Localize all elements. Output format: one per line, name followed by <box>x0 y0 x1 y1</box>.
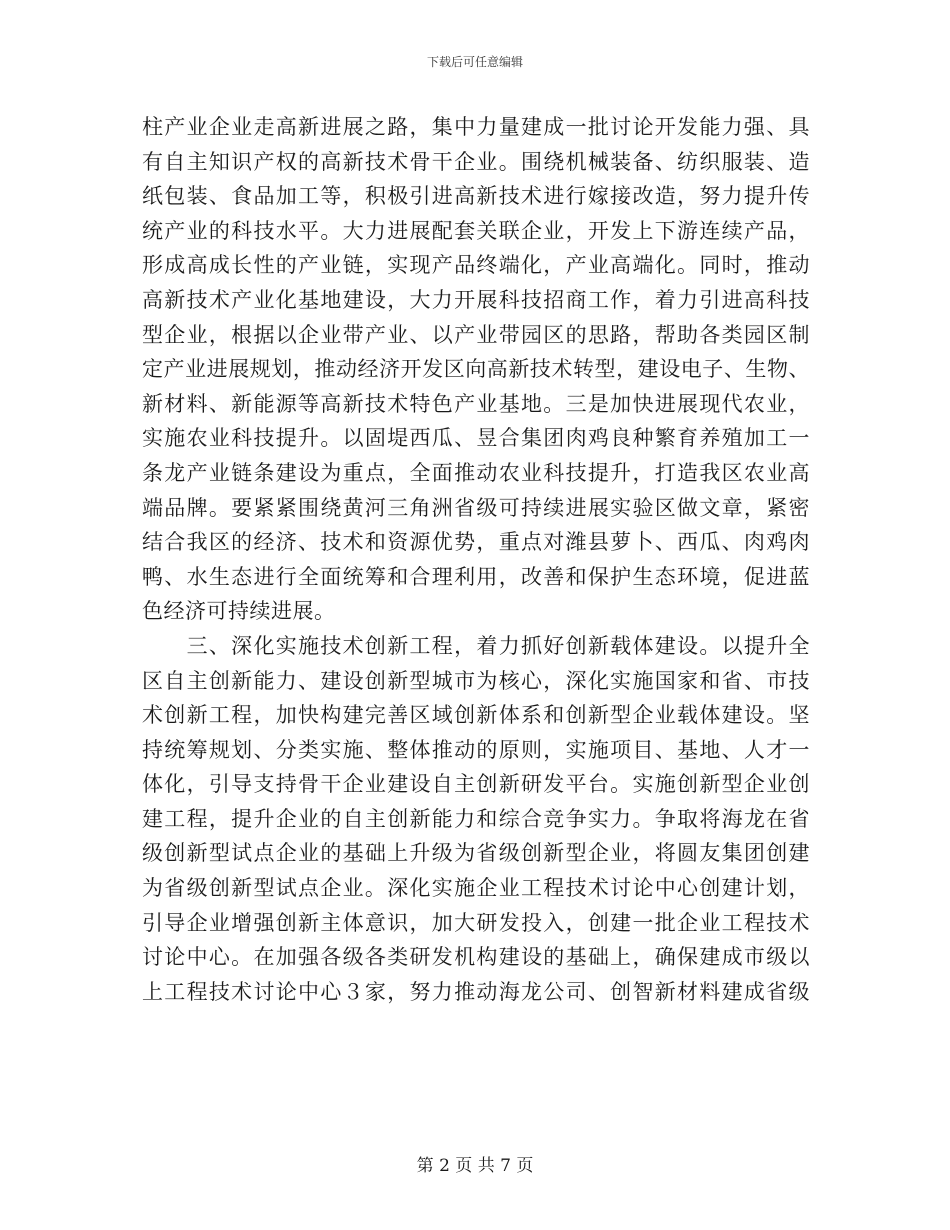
text-line: 上工程技术讨论中心３家，努力推动海龙公司、创智新材料建成省级 <box>142 979 810 1004</box>
text-line: 级创新型试点企业的基础上升级为省级创新型企业，将圆友集团创建 <box>142 841 810 866</box>
text-line: 讨论中心。在加强各级各类研发机构建设的基础上，确保建成市级以 <box>142 945 810 970</box>
text-line: 定产业进展规划，推动经济开发区向高新技术转型，建设电子、生物、 <box>142 357 810 382</box>
text-line: 端品牌。要紧紧围绕黄河三角洲省级可持续进展实验区做文章，紧密 <box>142 495 810 520</box>
text-line: 持统筹规划、分类实施、整体推动的原则，实施项目、基地、人才一 <box>142 737 810 762</box>
document-body <box>142 110 810 1009</box>
text-line: 实施农业科技提升。以固堤西瓜、昱合集团肉鸡良种繁育养殖加工一 <box>142 426 810 451</box>
text-line: 为省级创新型试点企业。深化实施企业工程技术讨论中心创建计划， <box>142 876 810 901</box>
text-line: 术创新工程，加快构建完善区域创新体系和创新型企业载体建设。坚 <box>142 703 810 728</box>
text-line: 形成高成长性的产业链，实现产品终端化，产业高端化。同时，推动 <box>142 253 810 278</box>
text-line: 三、深化实施技术创新工程，着力抓好创新载体建设。以提升全 <box>142 633 810 658</box>
text-line: 区自主创新能力、建设创新型城市为核心，深化实施国家和省、市技 <box>142 668 810 693</box>
text-line: 有自主知识产权的高新技术骨干企业。围绕机械装备、纺织服装、造 <box>142 149 810 174</box>
text-line: 新材料、新能源等高新技术特色产业基地。三是加快进展现代农业， <box>142 391 810 416</box>
text-line: 柱产业企业走高新进展之路，集中力量建成一批讨论开发能力强、具 <box>142 115 810 139</box>
text-line: 高新技术产业化基地建设，大力开展科技招商工作，着力引进高科技 <box>142 287 810 312</box>
text-line: 统产业的科技水平。大力进展配套关联企业，开发上下游连续产品， <box>142 218 810 243</box>
page-header: 下载后可任意编辑 <box>426 55 523 69</box>
text-line: 纸包装、食品加工等，积极引进高新技术进行嫁接改造，努力提升传 <box>142 184 810 209</box>
text-line: 型企业，根据以企业带产业、以产业带园区的思路，帮助各类园区制 <box>142 322 810 347</box>
page-footer: 第 2 页 共 7 页 <box>416 1156 534 1176</box>
text-line: 色经济可持续进展。 <box>142 599 336 624</box>
text-line: 结合我区的经济、技术和资源优势，重点对潍县萝卜、西瓜、肉鸡肉 <box>142 530 810 555</box>
text-line: 条龙产业链条建设为重点，全面推动农业科技提升，打造我区农业高 <box>142 460 810 485</box>
text-line: 体化，引导支持骨干企业建设自主创新研发平台。实施创新型企业创 <box>142 772 810 797</box>
text-line: 建工程，提升企业的自主创新能力和综合竞争实力。争取将海龙在省 <box>142 806 810 831</box>
text-line: 鸭、水生态进行全面统筹和合理利用，改善和保护生态环境，促进蓝 <box>142 564 810 589</box>
text-line: 引导企业增强创新主体意识，加大研发投入，创建一批企业工程技术 <box>142 910 810 935</box>
